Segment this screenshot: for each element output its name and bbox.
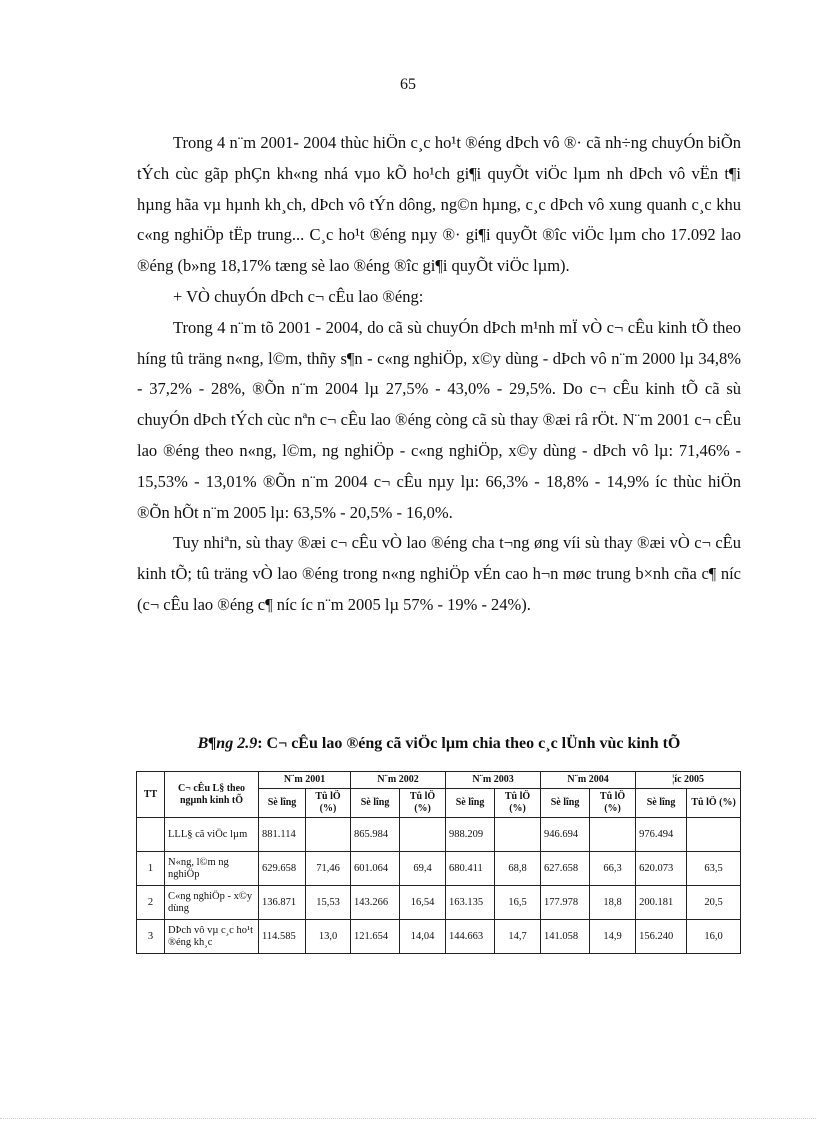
cell-pct <box>400 818 446 852</box>
header-count: Sè lîng <box>259 789 306 818</box>
cell-count: 680.411 <box>446 852 495 886</box>
header-pct: Tû lÖ (%) <box>306 789 351 818</box>
cell-count: 144.663 <box>446 920 495 954</box>
cell-pct: 68,8 <box>495 852 541 886</box>
cell-count: 156.240 <box>636 920 687 954</box>
header-pct: Tû lÖ (%) <box>400 789 446 818</box>
row-tt <box>137 818 165 852</box>
row-tt: 3 <box>137 920 165 954</box>
cell-pct <box>306 818 351 852</box>
paragraph: Trong 4 n¨m tõ 2001 - 2004, do cã sù chuyÓn dÞch m¹nh mÏ vÒ c¬ cÊu kinh tÕ theo híng tû träng n«ng, l©m, thñy s¶n - c«ng nghiÖp, x©y dùng - dÞch vô n¨m 2000 lµ 34,8% - 37,2% - 28%, ®Õn n¨m 2004 lµ 27,5% - 43,0% - 29,5%. Do c¬ cÊu kinh tÕ cã sù chuyÓn dÞch tÝch cùc nªn c¬ cÊu lao ®éng còng cã sù thay ®æi râ rÖt. N¨m 2001 c¬ cÊu lao ®éng theo n«ng, l©m, ng nghiÖp - c«ng nghiÖp, x©y dùng - dÞch vô lµ: 71,46% - 15,53% - 13,01% ®Õn n¨m 2004 c¬ cÊu nµy lµ: 66,3% - 18,8% - 14,9% íc thùc hiÖn ®Õn hÕt n¨m 2005 lµ: 63,5% - 20,5% - 16,0%. <box>137 317 741 522</box>
cell-pct: 13,0 <box>306 920 351 954</box>
cell-pct <box>495 818 541 852</box>
header-year: N¨m 2001 <box>259 772 351 789</box>
cell-count: 976.494 <box>636 818 687 852</box>
cell-count: 988.209 <box>446 818 495 852</box>
paragraph: Trong 4 n¨m 2001- 2004 thùc hiÖn c¸c ho¹t ®éng dÞch vô ®· cã nh÷ng chuyÓn biÕn tÝch cùc gãp phÇn kh«ng nhá vµo kÕ ho¹ch gi¶i quyÕt viÖc lµm nh dÞch vô vËn t¶i hµng hãa vµ hµnh kh¸ch, dÞch vô tÝn dông, ng©n hµng, c¸c dÞch vô xung quanh c¸c khu c«ng nghiÖp tËp trung... C¸c ho¹t ®éng nµy ®· gi¶i quyÕt ®îc viÖc lµm cho 17.092 lao ®éng (b»ng 18,17% tæng sè lao ®éng ®îc gi¶i quyÕt viÖc lµm). <box>137 133 741 276</box>
cell-count: 601.064 <box>351 852 400 886</box>
header-pct: Tû lÖ (%) <box>687 789 741 818</box>
row-label: C«ng nghiÖp - x©y dùng <box>165 886 259 920</box>
table-caption-text: : C¬ cÊu lao ®éng cã viÖc lµm chia theo c¸c lÜnh vùc kinh tÕ <box>257 735 681 752</box>
cell-pct: 16,0 <box>687 920 741 954</box>
table-caption-label: B¶ng 2.9 <box>197 735 258 752</box>
cell-count: 121.654 <box>351 920 400 954</box>
table-row <box>137 818 741 852</box>
row-tt: 1 <box>137 852 165 886</box>
page-bottom-rule <box>0 1118 816 1119</box>
cell-pct: 18,8 <box>590 886 636 920</box>
cell-count: 627.658 <box>541 852 590 886</box>
header-year: N¨m 2003 <box>446 772 541 789</box>
header-pct: Tû lÖ (%) <box>495 789 541 818</box>
header-year: N¨m 2002 <box>351 772 446 789</box>
row-label: LLL§ cã viÖc lµm <box>165 818 259 852</box>
cell-count: 946.694 <box>541 818 590 852</box>
cell-pct: 66,3 <box>590 852 636 886</box>
header-count: Sè lîng <box>351 789 400 818</box>
cell-pct: 20,5 <box>687 886 741 920</box>
cell-count: 881.114 <box>259 818 306 852</box>
table-caption <box>137 735 741 753</box>
table-row <box>137 886 741 920</box>
cell-pct: 69,4 <box>400 852 446 886</box>
table-row <box>137 920 741 954</box>
cell-count: 141.058 <box>541 920 590 954</box>
cell-count: 865.984 <box>351 818 400 852</box>
cell-pct: 14,04 <box>400 920 446 954</box>
row-label: DÞch vô vµ c¸c ho¹t ®éng kh¸c <box>165 920 259 954</box>
cell-pct <box>590 818 636 852</box>
cell-count: 163.135 <box>446 886 495 920</box>
cell-count: 200.181 <box>636 886 687 920</box>
cell-pct: 63,5 <box>687 852 741 886</box>
cell-pct: 14,9 <box>590 920 636 954</box>
cell-pct: 15,53 <box>306 886 351 920</box>
cell-count: 143.266 <box>351 886 400 920</box>
cell-count: 136.871 <box>259 886 306 920</box>
header-year: N¨m 2004 <box>541 772 636 789</box>
cell-pct <box>687 818 741 852</box>
header-count: Sè lîng <box>541 789 590 818</box>
table-row <box>137 852 741 886</box>
cell-pct: 16,54 <box>400 886 446 920</box>
paragraph: Tuy nhiªn, sù thay ®æi c¬ cÊu vÒ lao ®éng cha t¬ng øng víi sù thay ®æi vÒ c¬ cÊu kinh tÕ; tû träng vÒ lao ®éng trong n«ng nghiÖp vÉn cao h¬n møc trung b×nh cña c¶ níc (c¬ cÊu lao ®éng c¶ níc íc n¨m 2005 lµ 57% - 19% - 24%). <box>137 533 741 614</box>
cell-pct: 71,46 <box>306 852 351 886</box>
cell-count: 620.073 <box>636 852 687 886</box>
row-tt: 2 <box>137 886 165 920</box>
header-count: Sè lîng <box>446 789 495 818</box>
cell-pct: 14,7 <box>495 920 541 954</box>
cell-pct: 16,5 <box>495 886 541 920</box>
header-count: Sè lîng <box>636 789 687 818</box>
cell-count: 177.978 <box>541 886 590 920</box>
cell-count: 114.585 <box>259 920 306 954</box>
body-text <box>137 128 741 621</box>
header-year: ¦íc 2005 <box>636 772 741 789</box>
header-tt: TT <box>137 772 165 818</box>
labor-structure-table <box>136 771 741 954</box>
header-pct: Tû lÖ (%) <box>590 789 636 818</box>
row-label: N«ng, l©m ng nghiÖp <box>165 852 259 886</box>
header-structure: C¬ cÊu L§ theo ngµnh kinh tÕ <box>165 772 259 818</box>
page-number: 65 <box>400 76 416 93</box>
paragraph-heading: + VÒ chuyÓn dÞch c¬ cÊu lao ®éng: <box>173 286 424 306</box>
cell-count: 629.658 <box>259 852 306 886</box>
